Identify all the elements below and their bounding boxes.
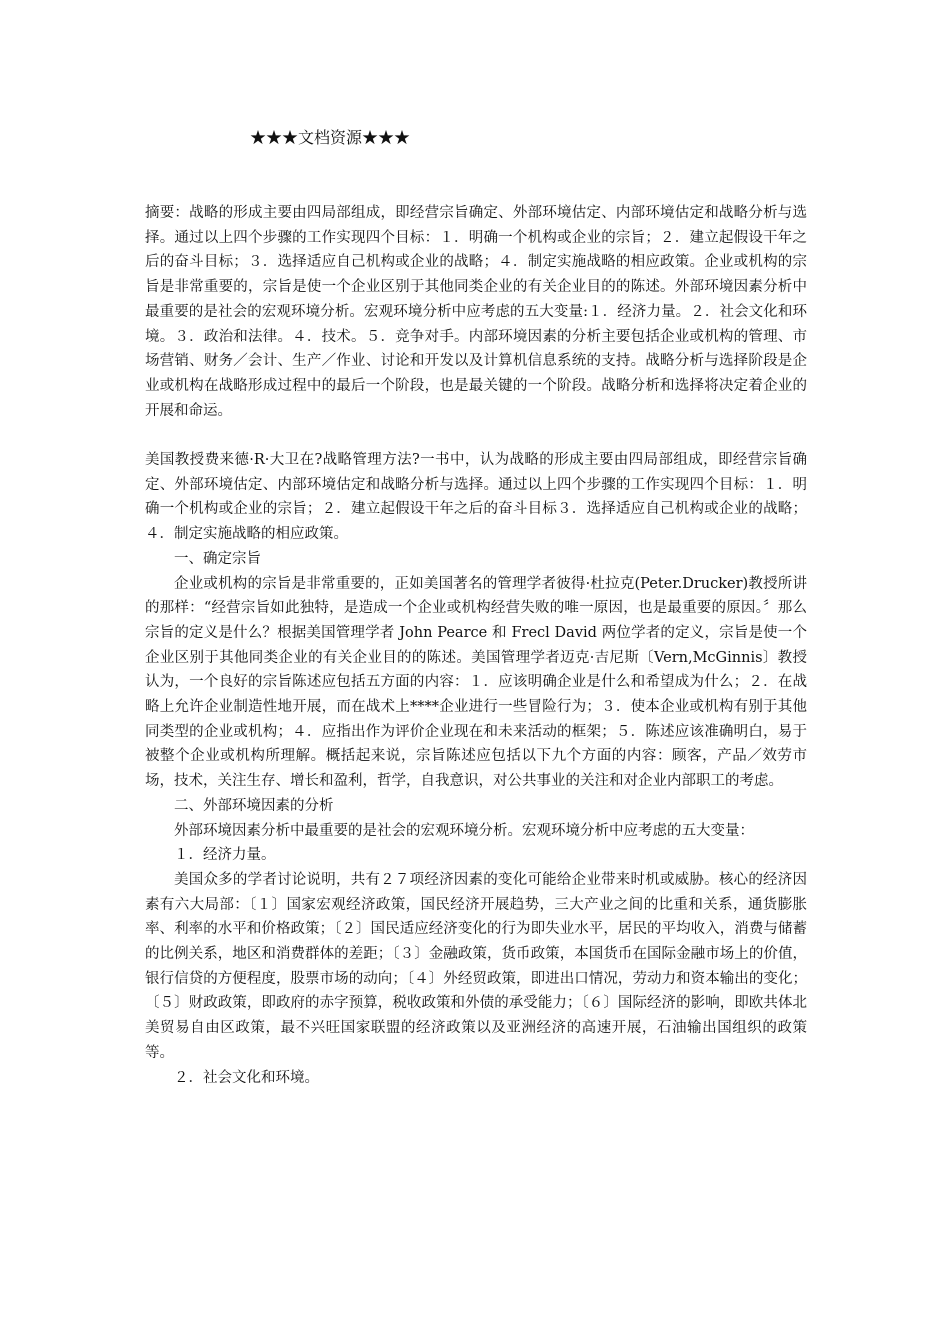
abstract-paragraph: 摘要：战略的形成主要由四局部组成，即经营宗旨确定、外部环境估定、内部环境估定和战略分析与选择。通过以上四个步骤的工作实现四个目标：１．明确一个机构或企业的宗旨；２．建立起假设干年之后的奋斗目标；３．选择适应自己机构或企业的战略；４．制定实施战略的相应政策。企业或机构的宗旨是非常重要的，宗旨是使一个企业区别于其他同类企业的有关企业目的的陈述。外部环境因素分析中最重要的是社会的宏观环境分析。宏观环境分析中应考虑的五大变量:１．经济力量。２．社会文化和环境。３．政治和法律。４．技术。５．竞争对手。内部环境因素的分析主要包括企业或机构的管理、市场营销、财务／会计、生产／作业、讨论和开发以及计算机信息系统的支持。战略分析与选择阶段是企业或机构在战略形成过程中的最后一个阶段，也是最关键的一个阶段。战略分析和选择将决定着企业的开展和命运。 (145, 205, 807, 419)
document-header (0, 128, 950, 148)
subsection-economy-heading: １．经济力量。 (174, 847, 276, 864)
section-2-heading: 二、外部环境因素的分析 (174, 797, 334, 814)
intro-paragraph: 美国教授费来德·R·大卫在?战略管理方法?一书中，认为战略的形成主要由四局部组成，即经营宗旨确定、外部环境估定、内部环境估定和战略分析与选择。通过以上四个步骤的工作实现四个目标：１．明确一个机构或企业的宗旨；２．建立起假设干年之后的奋斗目标３．选择适应自己机构或企业的战略；４．制定实施战略的相应政策。 (145, 452, 807, 543)
section-2-paragraph: 外部环境因素分析中最重要的是社会的宏观环境分析。宏观环境分析中应考虑的五大变量： (174, 822, 754, 839)
document-body (145, 201, 807, 1090)
section-1-heading: 一、确定宗旨 (174, 550, 261, 567)
header-title: ★★★文档资源★★★ (249, 128, 410, 147)
subsection-culture-heading: ２．社会文化和环境。 (174, 1069, 319, 1086)
section-1-paragraph: 企业或机构的宗旨是非常重要的，正如美国著名的管理学者彼得·杜拉克(Peter.Drucker)教授所讲的那样：“经营宗旨如此独特，是造成一个企业或机构经营失败的唯一原因，也是最重要的原因。〞那么宗旨的定义是什么？根据美国管理学者 John Pearce 和 Frecl David 两位学者的定义，宗旨是使一个企业区别于其他同类企业的有关企业目的的陈述。美国管理学者迈克·吉尼斯〔Vern,McGinnis〕教授认为，一个良好的宗旨陈述应包括五方面的内容：１．应该明确企业是什么和希望成为什么；２．在战略上允许企业制造性地开展，而在战术上****企业进行一些冒险行为；３．使本企业或机构有别于其他同类型的企业或机构；４．应指出作为评价企业现在和未来活动的框架；５．陈述应该准确明白，易于被整个企业或机构所理解。概括起来说，宗旨陈述应包括以下九个方面的内容：顾客，产品／效劳市场，技术，关注生存、增长和盈利，哲学，自我意识，对公共事业的关注和对企业内部职工的考虑。 (145, 575, 807, 790)
subsection-economy-paragraph: 美国众多的学者讨论说明，共有２７项经济因素的变化可能给企业带来时机或威胁。核心的经济因素有六大局部：〔１〕国家宏观经济政策，国民经济开展趋势，三大产业之间的比重和关系，通货膨胀率、利率的水平和价格政策；〔２〕国民适应经济变化的行为即失业水平，居民的平均收入，消费与储蓄的比例关系，地区和消费群体的差距；〔３〕金融政策，货币政策，本国货币在国际金融市场上的价值，银行信贷的方便程度，股票市场的动向；〔４〕外经贸政策，即进出口情况，劳动力和资本输出的变化；〔５〕财政政策，即政府的赤字预算，税收政策和外债的承受能力；〔６〕国际经济的影响，即欧共体北美贸易自由区政策，最不兴旺国家联盟的经济政策以及亚洲经济的高速开展，石油输出国组织的政策等。 (145, 871, 807, 1061)
